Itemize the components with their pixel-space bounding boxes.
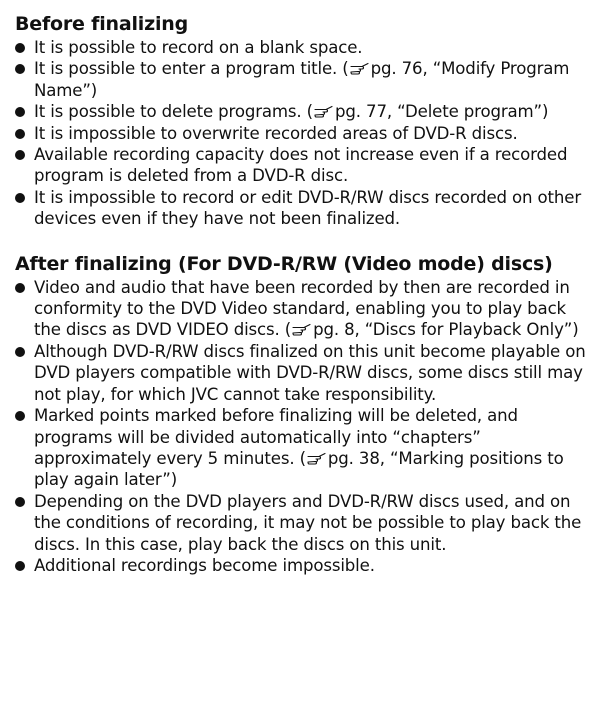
list-item [15,58,595,101]
list-item-text: Depending on the DVD players and DVD-R/RW discs used, and on the conditions of recording, it may not be possible to play back the discs. In this case, play back the discs on this unit. [34,491,582,554]
before-finalizing-list [15,37,595,230]
bullet-dot-icon [15,347,25,357]
hand-pointing-reference-icon [350,62,370,75]
hand-pointing-reference-icon [314,105,334,118]
bullet-dot-icon [15,129,25,139]
list-item [15,37,595,58]
bullet-dot-icon [15,561,25,571]
list-item-text: pg. 77, “Delete program”) [335,102,549,122]
list-item-text: Available recording capacity does not increase even if a recorded program is deleted from a DVD-R disc. [34,145,568,186]
list-item [15,491,595,555]
hand-pointing-reference-icon [307,452,327,465]
bullet-dot-icon [15,64,25,74]
bullet-dot-icon [15,43,25,53]
list-item-text: It is possible to record on a blank space. [34,38,363,57]
list-item [15,123,595,144]
bullet-dot-icon [15,411,25,421]
list-item [15,187,595,230]
section-title-after-finalizing: After finalizing (For DVD-R/RW (Video mode) discs) [15,252,553,275]
list-item-text: It is possible to enter a program title. ( [34,59,349,79]
list-item-text: Additional recordings become impossible. [34,555,375,575]
list-item [15,405,595,491]
manual-page [15,12,595,576]
list-item [15,555,595,576]
list-item-text: pg. 76, “Modify Program Name”) [34,59,570,100]
list-item [15,341,595,405]
list-item-text: Although DVD-R/RW discs finalized on this unit become playable on DVD players compatible with DVD-R/RW discs, some discs still may not play, for which JVC cannot take responsibility. [34,341,586,404]
list-item-text: pg. 38, “Marking positions to play again later”) [34,448,564,490]
list-item-text: pg. 8, “Discs for Playback Only”) [313,320,579,340]
bullet-dot-icon [15,283,25,293]
bullet-dot-icon [15,193,25,203]
list-item-text: It is impossible to record or edit DVD-R/RW discs recorded on other devices even if they have not been finalized. [34,187,582,229]
bullet-dot-icon [15,107,25,117]
section-title-before-finalizing: Before finalizing [15,13,189,35]
after-finalizing-list [15,277,595,577]
bullet-dot-icon [15,497,25,507]
hand-pointing-reference-icon [292,323,312,336]
list-item [15,101,595,122]
bullet-dot-icon [15,150,25,160]
list-item-text: It is impossible to overwrite recorded areas of DVD-R discs. [34,123,518,143]
list-item-text: Video and audio that have been recorded by then are recorded in conformity to the DVD Video standard, enabling you to play back the discs as DVD VIDEO discs. ( [34,277,570,340]
list-item [15,277,595,341]
list-item-text: Marked points marked before finalizing will be deleted, and programs will be divided automatically into “chapters” approximately every 5 minutes. ( [34,406,518,468]
list-item-text: It is possible to delete programs. ( [34,102,314,122]
list-item [15,144,595,187]
